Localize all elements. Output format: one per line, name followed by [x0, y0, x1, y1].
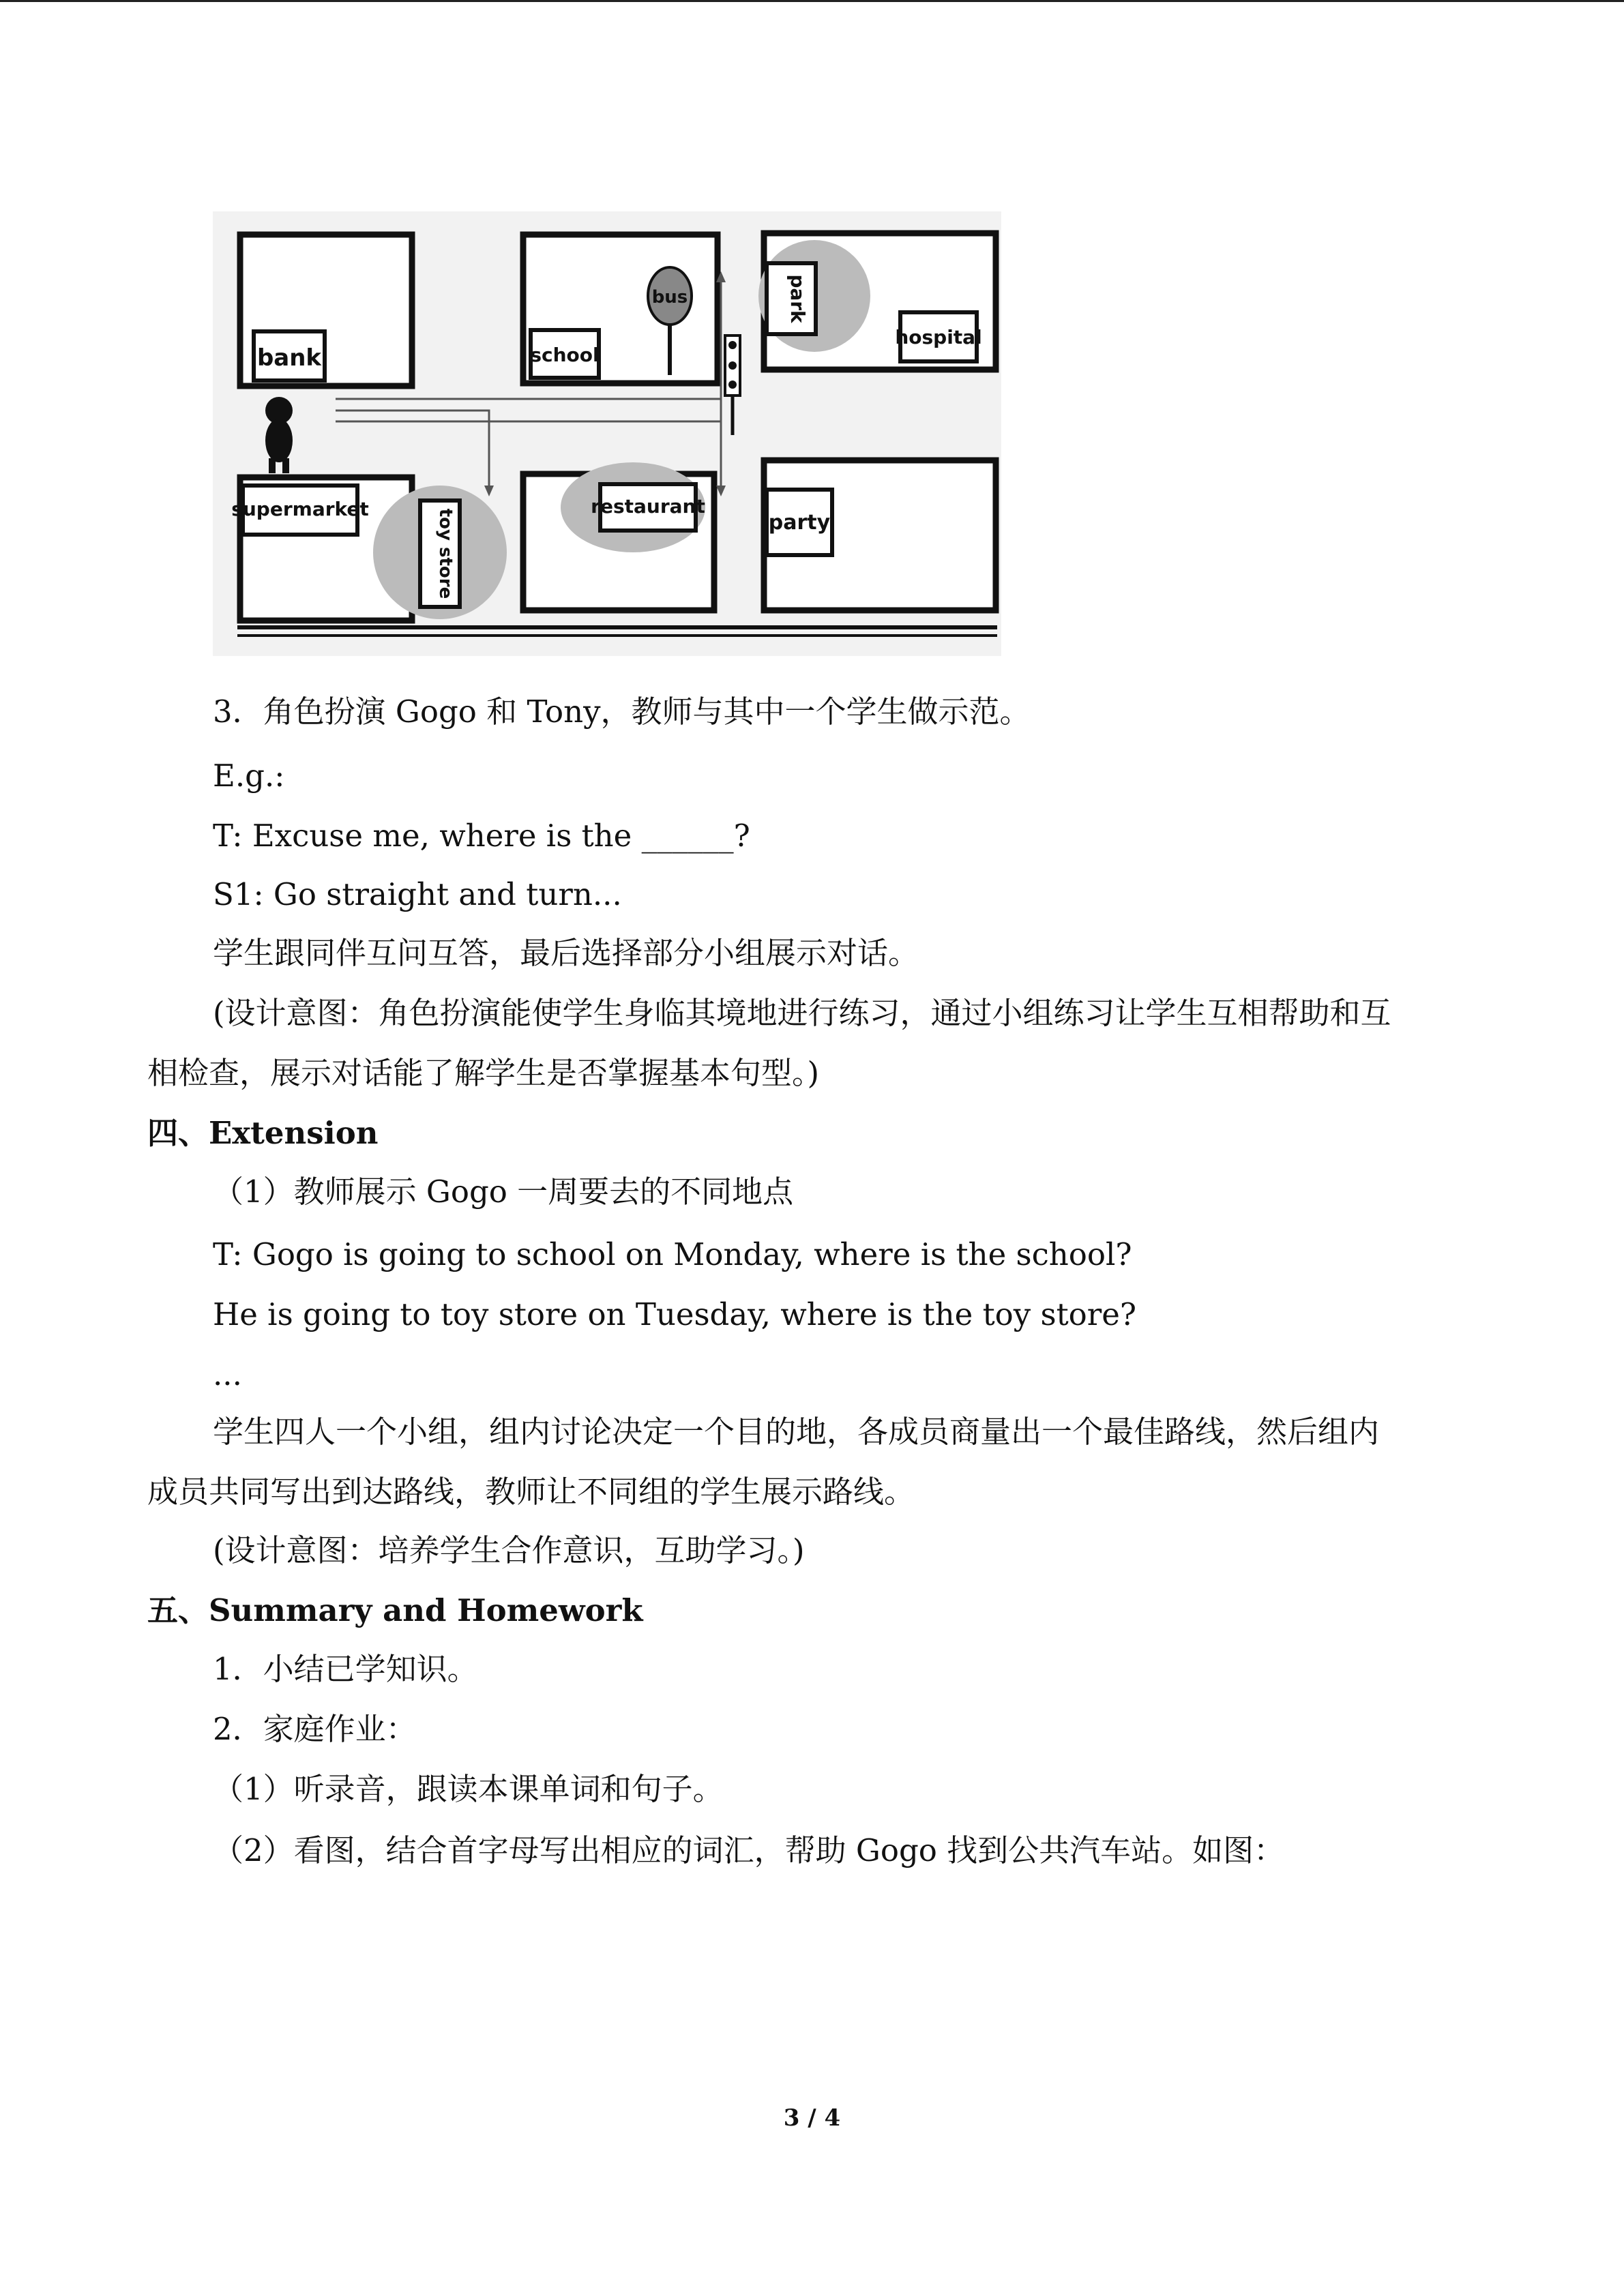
gogo-character-icon [265, 397, 293, 473]
group-work-text: 成员共同写出到达路线，教师让不同组的学生展示路线。 [147, 1474, 915, 1510]
supermarket-label: supermarket [231, 498, 369, 520]
section4-heading: 四、Extension [147, 1115, 379, 1151]
student-response: S1: Go straight and turn... [213, 876, 622, 912]
pair-practice-text: 学生跟同伴互问互答，最后选择部分小组展示对话。 [213, 935, 919, 971]
extension-teacher-line: T: Gogo is going to school on Monday, where is the school? [213, 1236, 1132, 1272]
step3-instruction: 3．角色扮演 Gogo 和 Tony，教师与其中一个学生做示范。 [213, 694, 1031, 730]
group-work-text: 学生四人一个小组，组内讨论决定一个目的地，各成员商量出一个最佳路线，然后组内 [213, 1414, 1380, 1450]
traffic-light-lamp [728, 361, 737, 370]
design-intent-text: (设计意图：角色扮演能使学生身临其境地进行练习，通过小组练习让学生互相帮助和互 [213, 995, 1391, 1031]
restaurant-label: restaurant [591, 495, 705, 518]
homework-item: （1）听录音，跟读本课单词和句子。 [213, 1771, 724, 1807]
traffic-light-lamp [728, 381, 737, 389]
example-label: E.g.: [213, 758, 285, 794]
hospital-label: hospital [895, 326, 982, 348]
school-label: school [530, 344, 600, 366]
park-label: park [786, 274, 809, 323]
bus-label: bus [651, 287, 688, 308]
page-number: 3 / 4 [783, 2104, 841, 2132]
teacher-prompt: T: Excuse me, where is the ______? [213, 818, 750, 854]
party-label: party [768, 511, 831, 535]
extension-he-line: He is going to toy store on Tuesday, where is the toy store? [213, 1296, 1137, 1332]
traffic-light-lamp [728, 341, 737, 349]
top-border-rule [0, 0, 1624, 2]
section5-heading: 五、Summary and Homework [147, 1592, 643, 1628]
toy-store-label: toy store [435, 508, 456, 599]
design-intent-text: (设计意图：培养学生合作意识，互助学习。) [213, 1532, 805, 1568]
town-map-figure [213, 211, 1001, 656]
summary-item: 2．家庭作业： [213, 1711, 417, 1747]
extension-step1: （1）教师展示 Gogo 一周要去的不同地点 [213, 1174, 794, 1210]
summary-item: 1．小结已学知识。 [213, 1651, 478, 1687]
design-intent-text: 相检查，展示对话能了解学生是否掌握基本句型。) [147, 1055, 820, 1091]
homework-item: （2）看图，结合首字母写出相应的词汇，帮助 Gogo 找到公共汽车站。如图： [213, 1832, 1285, 1868]
bank-label: bank [256, 344, 322, 372]
ellipsis-text: ... [213, 1356, 242, 1392]
